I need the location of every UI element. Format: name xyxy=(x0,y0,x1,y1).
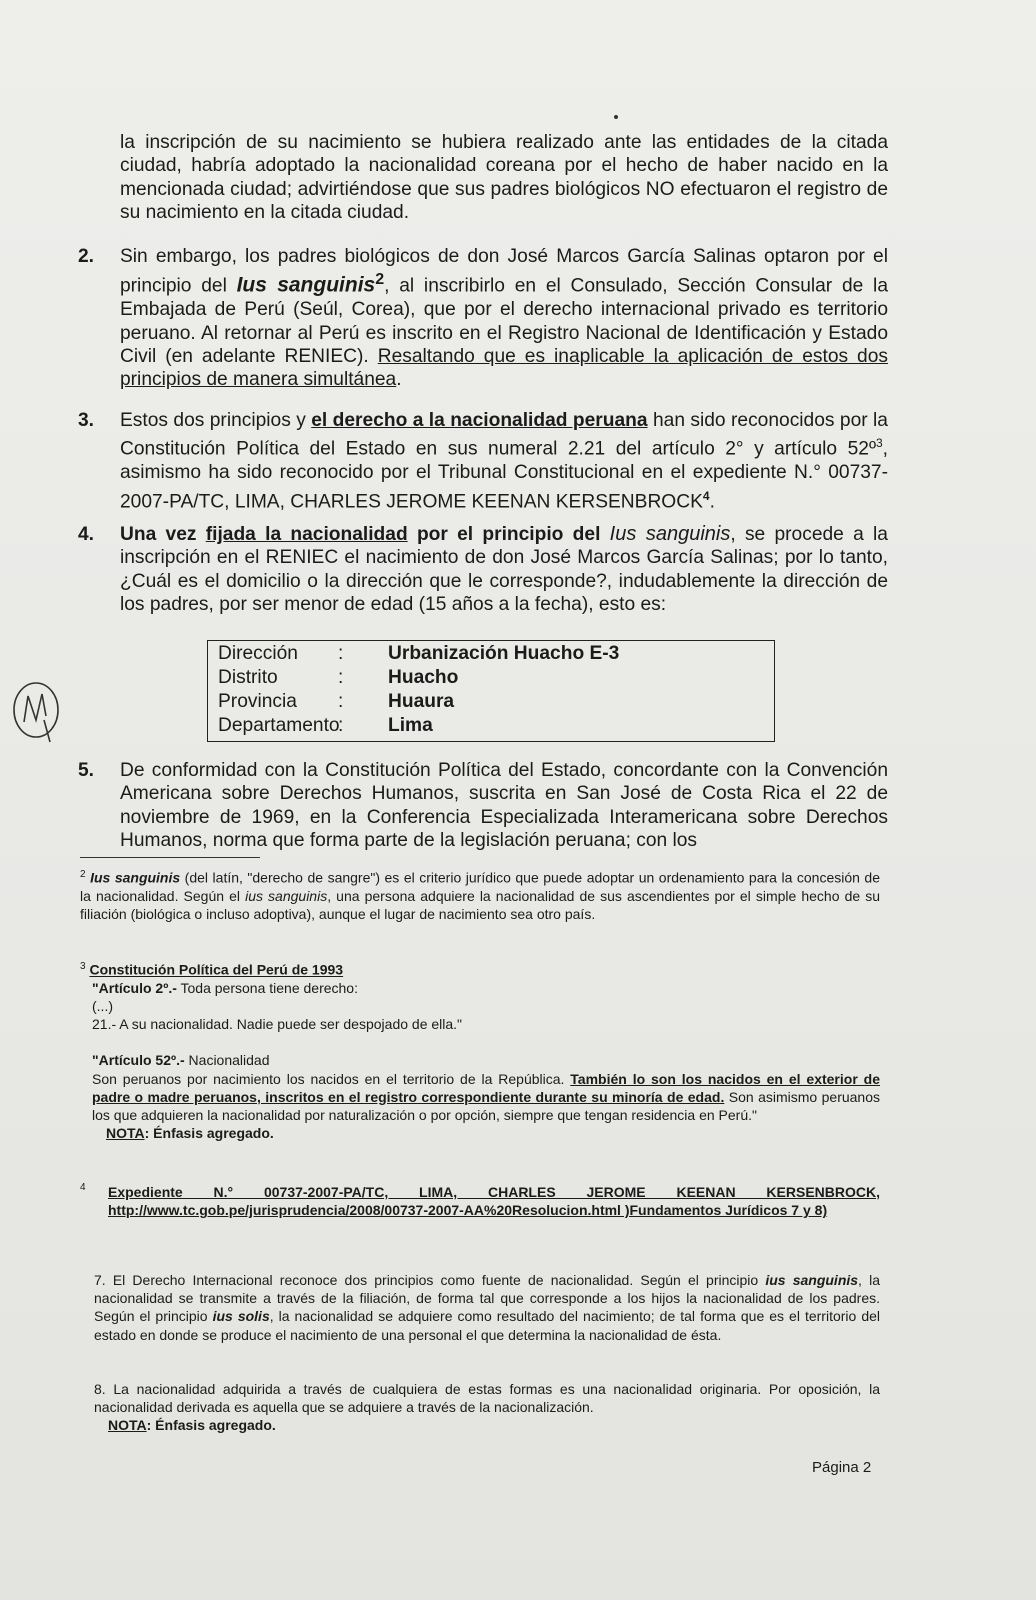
paragraph-number: 3. xyxy=(78,410,95,431)
footnote-separator xyxy=(80,857,260,858)
footnote-2: $^2$ Ius sanguinis (del latín, "derecho de sangre") es el criterio jurídico que puede adoptar un ordenamiento para la concesión de la nacionalidad. Según el ius sanguinis, una persona adquiere la nacionalidad de sus ascendientes por el simple hecho de su filiación (biológica o incluso adoptiva), aunque el lugar de nacimiento sea otro país. xyxy=(80,869,880,923)
footnote-7: 7. El Derecho Internacional reconoce dos principios como fuente de nacionalidad. Según el principio ius sanguinis, la nacionalidad se transmite a través de la filiación, de forma tal que corresponde a los hijos la nacionalidad de los padres. Según el principio ius solis, la nacionalidad se adquiere como resultado del nacimiento; de tal forma que es el territorio del estado en donde se produce el nacimiento de una personal el que determina la nacionalidad de ésta. xyxy=(94,1272,881,1343)
footnote-3: $^3$ Constitución Política del Perú de 1993 "Artículo 2º.- Toda persona tiene derecho: (...) 21.- A su nacionalidad. Nadie puede ser despojado de ella." "Artículo 52º.- Nacionalidad Son peruanos por nacimiento los nacidos en el territorio de la República. También lo son los nacidos en el exterior de padre o madre peruanos, inscritos en el registro correspondiente durante su minoría de edad. Son asimismo peruanos los que adquieren la nacionalidad por naturalización o por opción, siempre que tengan residencia en Perú." NOTA: Énfasis agregado. xyxy=(80,961,880,1142)
paragraph-text: De conformidad con la Constitución Política del Estado, concordante con la Convención Americana sobre Derechos Humanos, suscrita en San José de Costa Rica el 22 de noviembre de 1969, en la Conferencia Especializada Interamericana sobre Derechos Humanos, norma que forma parte de la legislación peruana; con los xyxy=(120,760,888,852)
address-row: Departamento : Lima xyxy=(218,715,433,736)
ink-dot xyxy=(614,115,618,119)
paragraph-number: 2. xyxy=(78,246,95,267)
address-row: Distrito : Huacho xyxy=(218,667,459,688)
paragraph-text: Una vez fijada la nacionalidad por el principio del Ius sanguinis, se procede a la inscripción en el RENIEC el nacimiento de don José Marcos García Salinas; por lo tanto, ¿Cuál es el domicilio o la dirección que le corresponde?, indudablemente la dirección de los padres, por ser menor de edad (15 años a la fecha), esto es: xyxy=(120,523,888,616)
page-number: Página 2 xyxy=(812,1459,872,1476)
paragraph-text: Sin embargo, los padres biológicos de don José Marcos García Salinas optaron por el principio del Ius sanguinis$^2$, al inscribirlo en el Consulado, Sección Consular de la Embajada de Perú (Seúl, Corea), que por el derecho internacional privado es territorio peruano. Al retornar al Perú es inscrito en el Registro Nacional de Identificación y Estado Civil (en adelante RENIEC). Resaltando que es inaplicable la aplicación de estos dos principios de manera simultánea. xyxy=(120,246,888,391)
paragraph-5 xyxy=(78,759,888,853)
handwritten-initials-icon xyxy=(6,676,64,748)
intro-paragraph: la inscripción de su nacimiento se hubiera realizado ante las entidades de la citada ciudad, habría adoptado la nacionalidad coreana por el hecho de haber nacido en la mencionada ciudad; advirtiéndose que sus padres biológicos NO efectuaron el registro de su nacimiento en la citada ciudad. xyxy=(120,132,888,224)
paragraph-2 xyxy=(78,245,888,392)
footnote-4: 4 Expediente N.° 00737-2007-PA/TC, LIMA, CHARLES JEROME KEENAN KERSENBROCK, http://www.tc.gob.pe/jurisprudencia/2008/00737-2007-AA%20Resolucion.html )Fundamentos Jurídicos 7 y 8) xyxy=(80,1182,880,1219)
paragraph-3 xyxy=(78,409,888,513)
address-box xyxy=(207,640,775,742)
paragraph-4 xyxy=(78,523,888,617)
address-row: Dirección : Urbanización Huacho E-3 xyxy=(218,643,620,664)
paragraph-number: 5. xyxy=(78,760,95,781)
address-row: Provincia : Huaura xyxy=(218,691,455,712)
paragraph-number: 4. xyxy=(78,524,95,545)
footnote-8: 8. La nacionalidad adquirida a través de cualquiera de estas formas es una nacionalidad originaria. Por oposición, la nacionalidad derivada es aquella que se adquiere a través de la nacionalización. NOTA: Énfasis agregado. xyxy=(94,1381,880,1434)
paragraph-text: Estos dos principios y el derecho a la nacionalidad peruana han sido reconocidos por la Constitución Política del Estado en sus numeral 2.21 del artículo 2° y artículo 52º$^3$, asimismo ha sido reconocido por el Tribunal Constitucional en el expediente N.° 00737-2007-PA/TC, LIMA, CHARLES JEROME KEENAN KERSENBROCK$^4$. xyxy=(120,410,888,512)
